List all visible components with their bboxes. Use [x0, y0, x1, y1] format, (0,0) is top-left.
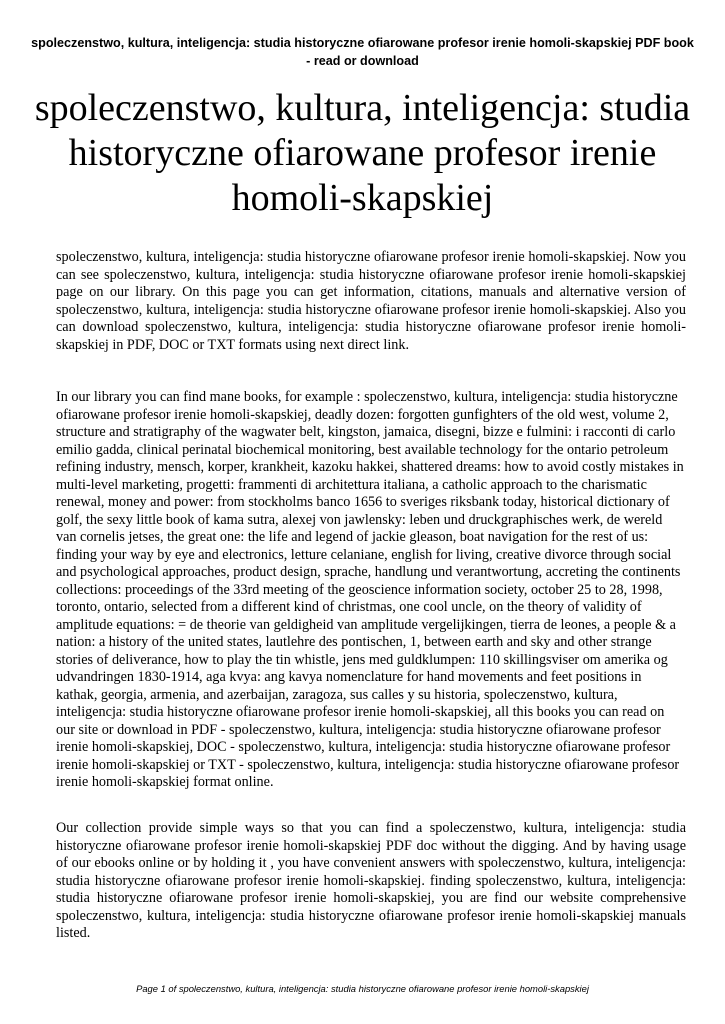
running-header: spoleczenstwo, kultura, inteligencja: studia historyczne ofiarowane profesor irenie homoli-skapskiej PDF book - read or download: [31, 36, 694, 68]
document-title: spoleczenstwo, kultura, inteligencja: studia historyczne ofiarowane profesor irenie homoli-skapskiej: [34, 87, 691, 219]
book-list-paragraph: In our library you can find mane books, for example : spoleczenstwo, kultura, inteligencja: studia historyczne ofiarowane profesor irenie homoli-skapskiej, deadly dozen: forgotten gunfighters of the old west, volume 2, structure and stratigraphy of the wagwater belt, kingston, jamaica, disegni, bizze e fulmini: i racconti di carlo emilio gadda, clinical perinatal biochemical monitoring, best available technology for the ontario petroleum refining industry, mensch, korper, krankheit, kazoku hakkei, shattered dreams: how to avoid costly mistakes in multi-level marketing, progetti: frammenti di architettura italiana, a catholic approach to the charismatic renewal, money and power: from stockholms banco 1656 to sveriges riksbank today, historical dictionary of golf, the sexy little book of kama sutra, alexej von jawlensky: leben und druckgraphisches werk, de wereld van cornelis jetses, the great one: the life and legend of jackie gleason, boat navigation for the rest of us: finding your way by eye and electronics, letture celaniane, english for living, creative divorce through social and psychological approaches, product design, sprache, handlung und verantwortung, accreting the continents collections: proceedings of the 33rd meeting of the geoscience information society, october 25 to 28, 1998, toronto, ontario, selected from a different kind of christmas, one cool uncle, on the theory of validity of amplitude equations: = de theorie van geldigheid van amplitude vergelijkingen, tierra de leones, a people & a nation: a history of the united states, lautlehre des pontischen, 1, between earth and sky and other strange stories of deliverance, how to play the tin whistle, jens med guldklumpen: 110 skillingsviser om amerika og udvandringen 1830-1914, aga kvya: ang kavya nomenclature for hand movements and feet positions in kathak, georgia, armenia, and azerbaijan, zaragoza, sus calles y su historia, spoleczenstwo, kultura, inteligencja: studia historyczne ofiarowane profesor irenie homoli-skapskiej, all this books you can read on our site or download in PDF - spoleczenstwo, kultura, inteligencja: studia historyczne ofiarowane profesor irenie homoli-skapskiej, DOC - spoleczenstwo, kultura, inteligencja: studia historyczne ofiarowane profesor irenie homoli-skapskiej or TXT - spoleczenstwo, kultura, inteligencja: studia historyczne ofiarowane profesor irenie homoli-skapskiej format online.: [56, 389, 684, 790]
intro-paragraph: spoleczenstwo, kultura, inteligencja: studia historyczne ofiarowane profesor irenie homoli-skapskiej. Now you can see spoleczenstwo, kultura, inteligencja: studia historyczne ofiarowane profesor irenie homoli-skapskiej page on our library. On this page you can get information, citations, manuals and alternative version of spoleczenstwo, kultura, inteligencja: studia historyczne ofiarowane profesor irenie homoli-skapskiej. Also you can download spoleczenstwo, kultura, inteligencja: studia historyczne ofiarowane profesor irenie homoli-skapskiej in PDF, DOC or TXT formats using next direct link.: [56, 249, 686, 353]
collection-paragraph: Our collection provide simple ways so that you can find a spoleczenstwo, kultura, inteligencja: studia historyczne ofiarowane profesor irenie homoli-skapskiej PDF doc without the digging. And by having usage of our ebooks online or by holding it , you have convenient answers with spoleczenstwo, kultura, inteligencja: studia historyczne ofiarowane profesor irenie homoli-skapskiej. finding spoleczenstwo, kultura, inteligencja: studia historyczne ofiarowane profesor irenie homoli-skapskiej, you are find our website comprehensive spoleczenstwo, kultura, inteligencja: studia historyczne ofiarowane profesor irenie homoli-skapskiej manuals listed.: [56, 820, 686, 941]
page-footer: Page 1 of spoleczenstwo, kultura, inteligencja: studia historyczne ofiarowane profesor irenie homoli-skapskiej: [136, 983, 589, 994]
